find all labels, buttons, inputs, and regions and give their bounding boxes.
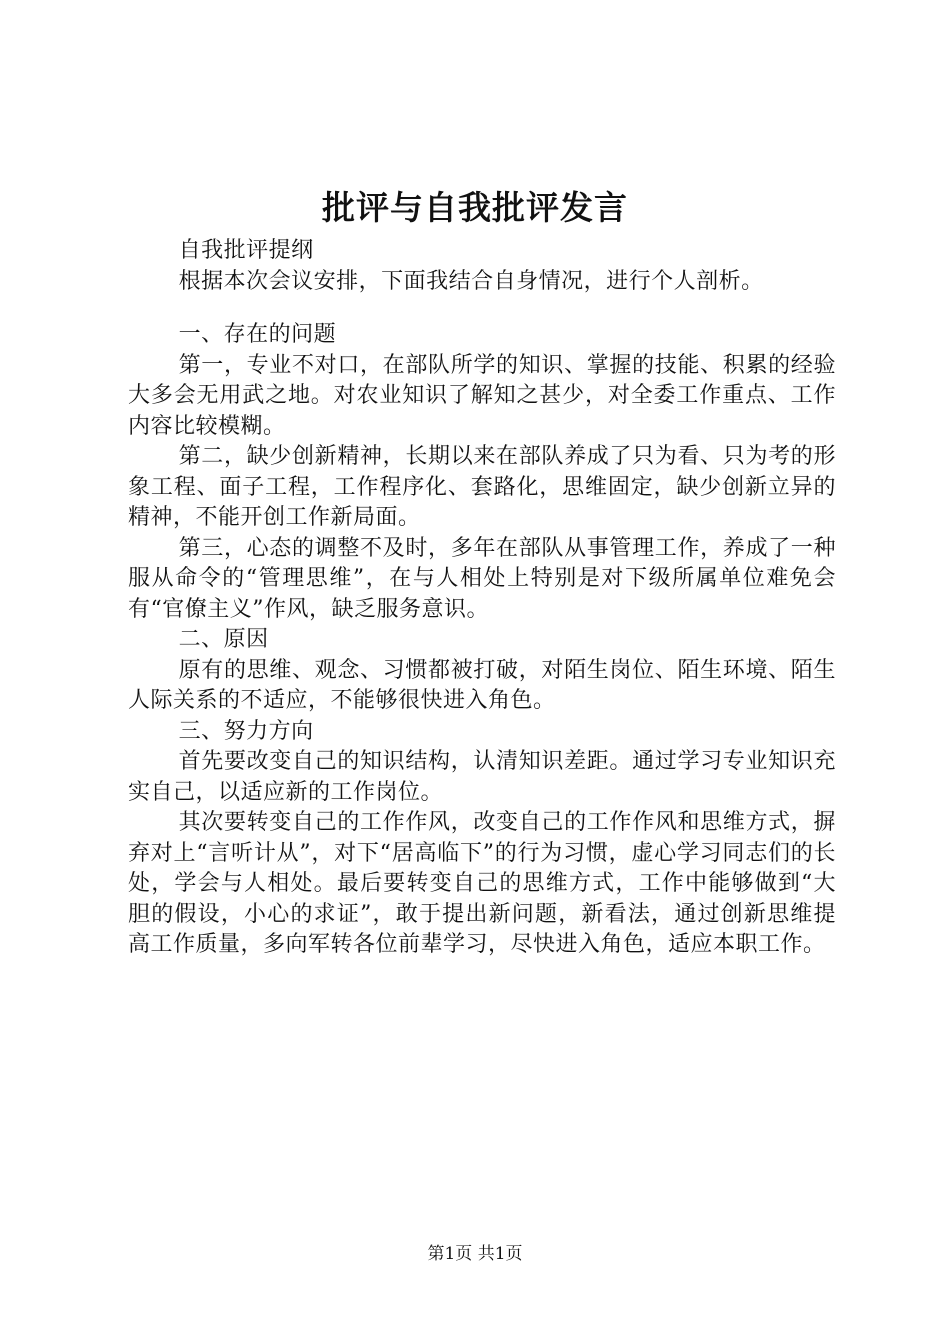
paragraph-intro: 根据本次会议安排，下面我结合自身情况，进行个人剖析。 bbox=[178, 268, 764, 294]
paragraph-problem-2: 第二，缺少创新精神，长期以来在部队养成了只为看、只为考的形象工程、面子工程，工作程序化、套路化，思维固定，缺少创新立异的精神，不能开创工作新局面。 bbox=[128, 444, 836, 530]
paragraph-outline-heading: 自我批评提纲 bbox=[178, 238, 314, 263]
paragraph-problem-1: 第一，专业不对口，在部队所学的知识、掌握的技能、积累的经验大多会无用武之地。对农业知识了解知之甚少，对全委工作重点、工作内容比较模糊。 bbox=[128, 352, 836, 439]
section-heading-problems: 一、存在的问题 bbox=[178, 322, 337, 347]
document-body bbox=[128, 236, 836, 961]
page-footer: 第1页 共1页 bbox=[427, 1244, 523, 1264]
paragraph-gap bbox=[128, 297, 836, 320]
section-heading-direction: 三、努力方向 bbox=[178, 718, 314, 744]
paragraph-direction-2: 其次要转变自己的工作作风，改变自己的工作作风和思维方式，摒弃对上“言听计从”，对下“居高临下”的行为习惯，虚心学习同志们的长处，学会与人相处。最后要转变自己的思维方式，工作中能够做到“大胆的假设，小心的求证”，敢于提出新问题，新看法，通过创新思维提高工作质量，多向军转各位前辈学习，尽快进入角色，适应本职工作。 bbox=[128, 810, 836, 957]
document-title: 批评与自我批评发言 bbox=[322, 188, 628, 227]
paragraph-reasons: 原有的思维、观念、习惯都被打破，对陌生岗位、陌生环境、陌生人际关系的不适应，不能够很快进入角色。 bbox=[128, 657, 836, 713]
paragraph-problem-3: 第三，心态的调整不及时，多年在部队从事管理工作，养成了一种服从命令的“管理思维”，在与人相处上特别是对下级所属单位难免会有“官僚主义”作风，缺乏服务意识。 bbox=[128, 535, 836, 622]
section-heading-reasons: 二、原因 bbox=[178, 627, 269, 652]
paragraph-direction-1: 首先要改变自己的知识结构，认清知识差距。通过学习专业知识充实自己，以适应新的工作岗位。 bbox=[128, 749, 836, 805]
